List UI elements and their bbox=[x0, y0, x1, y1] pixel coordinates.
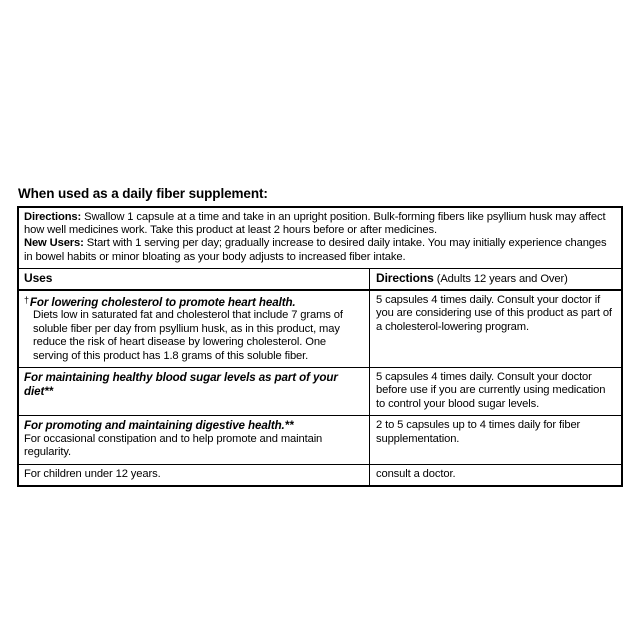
use-cell-cholesterol bbox=[19, 291, 370, 367]
directions-text-children: consult a doctor. bbox=[376, 467, 456, 480]
directions-cell-children bbox=[370, 465, 621, 485]
directions-label: Directions: bbox=[24, 211, 82, 223]
table-header-row bbox=[19, 268, 621, 289]
directions-cell-digestive bbox=[370, 416, 621, 463]
directions-intro-row bbox=[19, 208, 621, 268]
use-body-digestive: For occasional constipation and to help promote and maintain regularity. bbox=[24, 432, 323, 459]
use-body-cholesterol: Diets low in saturated fat and cholesterol that include 7 grams of soluble fiber per day from psyllium husk, as in this product, may reduce the risk of heart disease by lowering cholesterol. One serving of this product has 1.8 grams of this soluble fiber. bbox=[33, 309, 343, 362]
use-title-blood-sugar: For maintaining healthy blood sugar levels as part of your diet** bbox=[24, 371, 338, 398]
directions-cell-cholesterol bbox=[370, 291, 621, 367]
directions-text: Swallow 1 capsule at a time and take in an upright position. Bulk-forming fibers like psyllium husk may affect how well medicines work. Take this product at least 2 hours before or after medicines. bbox=[24, 211, 606, 237]
table-row bbox=[19, 415, 621, 463]
column-header-directions-label: Directions bbox=[376, 270, 434, 285]
column-header-directions-note: (Adults 12 years and Over) bbox=[433, 272, 568, 285]
use-title-cholesterol-text: For lowering cholesterol to promote heart health. bbox=[29, 295, 296, 309]
header-cell-uses bbox=[19, 269, 370, 289]
use-title-cholesterol bbox=[24, 294, 364, 310]
daily-fiber-supplement-table bbox=[17, 206, 623, 487]
use-body-children: For children under 12 years. bbox=[24, 467, 161, 480]
column-header-uses bbox=[24, 271, 364, 285]
table-row bbox=[19, 289, 621, 367]
table-row bbox=[19, 464, 621, 485]
table-row bbox=[19, 367, 621, 415]
use-cell-children bbox=[19, 465, 370, 485]
new-users-text: Start with 1 serving per day; gradually increase to desired daily intake. You may initially experience changes in bowel habits or minor bloating as your body adjusts to increased fiber intake. bbox=[24, 237, 607, 263]
directions-intro-cell bbox=[19, 208, 621, 268]
use-cell-digestive bbox=[19, 416, 370, 463]
directions-text-digestive: 2 to 5 capsules up to 4 times daily for fiber supplementation. bbox=[376, 419, 581, 445]
use-title-digestive: For promoting and maintaining digestive health.** bbox=[24, 419, 294, 433]
column-header-uses-label: Uses bbox=[24, 270, 53, 285]
new-users-paragraph bbox=[24, 237, 616, 263]
directions-cell-blood-sugar bbox=[370, 368, 621, 415]
new-users-label: New Users: bbox=[24, 237, 84, 250]
section-heading: When used as a daily fiber supplement: bbox=[18, 186, 268, 201]
directions-text-blood-sugar: 5 capsules 4 times daily. Consult your doctor before use if you are currently using medication to control your blood sugar levels. bbox=[376, 371, 606, 410]
directions-paragraph bbox=[24, 211, 616, 237]
use-cell-blood-sugar bbox=[19, 368, 370, 415]
column-header-directions bbox=[376, 271, 616, 286]
dagger-icon: † bbox=[24, 294, 29, 305]
header-cell-directions bbox=[370, 269, 621, 289]
directions-text-cholesterol: 5 capsules 4 times daily. Consult your doctor if you are considering use of this product as part of a cholesterol-lowering program. bbox=[376, 293, 612, 333]
